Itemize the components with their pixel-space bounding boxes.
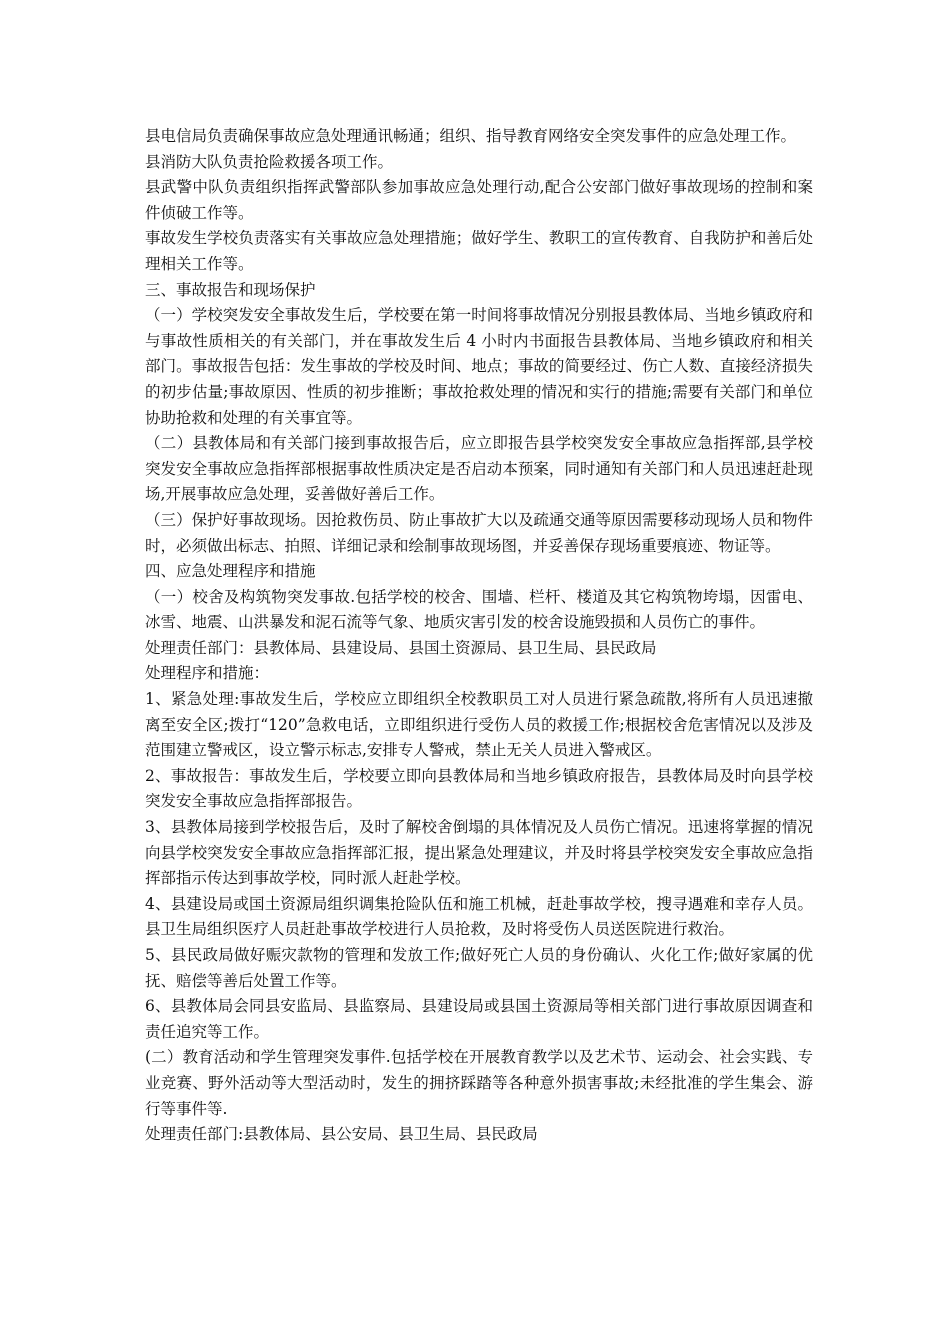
paragraph: 6、县教体局会同县安监局、县监察局、县建设局或县国土资源局等相关部门进行事故原因调查和责任追究等工作。 [145,997,813,1041]
paragraph: (二）教育活动和学生管理突发事件.包括学校在开展教育教学以及艺术节、运动会、社会实践、专业竞赛、野外活动等大型活动时，发生的拥挤踩踏等各种意外损害事故;未经批准的学生集会、游行等事件等. [145,1048,813,1118]
paragraph: 处理责任部门:县教体局、县公安局、县卫生局、县民政局 [145,1125,538,1144]
paragraph: 2、事故报告：事故发生后，学校要立即向县教体局和当地乡镇政府报告，县教体局及时向县学校突发安全事故应急指挥部报告。 [145,766,813,811]
paragraph: 处理程序和措施： [145,664,270,683]
document-body [145,124,813,1148]
paragraph: 处理责任部门：县教体局、县建设局、县国土资源局、县卫生局、县民政局 [145,638,657,657]
paragraph: （一）学校突发安全事故发生后，学校要在第一时间将事故情况分别报县教体局、当地乡镇政府和与事故性质相关的有关部门，并在事故发生后 4 小时内书面报告县教体局、当地乡镇政府和相关部门。事故报告包括：发生事故的学校及时间、地点；事故的简要经过、伤亡人数、直接经济损失的初步估量;事故原因、性质的初步推断；事故抢救处理的情况和实行的措施;需要有关部门和单位协助抢救和处理的有关事宜等。 [145,306,813,427]
paragraph: 3、县教体局接到学校报告后，及时了解校舍倒塌的具体情况及人员伤亡情况。迅速将掌握的情况向县学校突发安全事故应急指挥部汇报，提出紧急处理建议，并及时将县学校突发安全事故应急指挥部指示传达到事故学校，同时派人赶赴学校。 [145,818,813,888]
paragraph: （一）校舍及构筑物突发事故.包括学校的校舍、围墙、栏杆、楼道及其它构筑物垮塌，因雷电、冰雪、地震、山洪暴发和泥石流等气象、地质灾害引发的校舍设施毁损和人员伤亡的事件。 [145,587,813,632]
paragraph: 1、紧急处理:事故发生后，学校应立即组织全校教职员工对人员进行紧急疏散,将所有人员迅速撤离至安全区;拨打“120”急救电话，立即组织进行受伤人员的救援工作;根据校舍危害情况以及涉及范围建立警戒区，设立警示标志,安排专人警戒，禁止无关人员进入警戒区。 [145,690,813,760]
paragraph: 事故发生学校负责落实有关事故应急处理措施；做好学生、教职工的宣传教育、自我防护和善后处理相关工作等。 [145,229,813,273]
paragraph: 县电信局负责确保事故应急处理通讯畅通；组织、指导教育网络安全突发事件的应急处理工作。 [145,127,797,145]
paragraph: 5、县民政局做好赈灾款物的管理和发放工作;做好死亡人员的身份确认、火化工作;做好家属的优抚、赔偿等善后处置工作等。 [145,946,813,990]
paragraph: 县消防大队负责抢险救援各项工作。 [145,152,394,171]
paragraph: 4、县建设局或国土资源局组织调集抢险队伍和施工机械，赶赴事故学校，搜寻遇难和幸存人员。县卫生局组织医疗人员赶赴事故学校进行人员抢救，及时将受伤人员送医院进行救治。 [145,894,813,939]
paragraph: 县武警中队负责组织指挥武警部队参加事故应急处理行动,配合公安部门做好事故现场的控制和案件侦破工作等。 [145,178,813,222]
section-heading: 四、应急处理程序和措施 [145,562,316,581]
paragraph: （二）县教体局和有关部门接到事故报告后，应立即报告县学校突发安全事故应急指挥部,县学校突发安全事故应急指挥部根据事故性质决定是否启动本预案，同时通知有关部门和人员迅速赶赴现场,开展事故应急处理，妥善做好善后工作。 [145,434,813,504]
paragraph: （三）保护好事故现场。因抢救伤员、防止事故扩大以及疏通交通等原因需要移动现场人员和物件时，必须做出标志、拍照、详细记录和绘制事故现场图，并妥善保存现场重要痕迹、物证等。 [145,510,813,555]
section-heading: 三、事故报告和现场保护 [145,280,316,299]
